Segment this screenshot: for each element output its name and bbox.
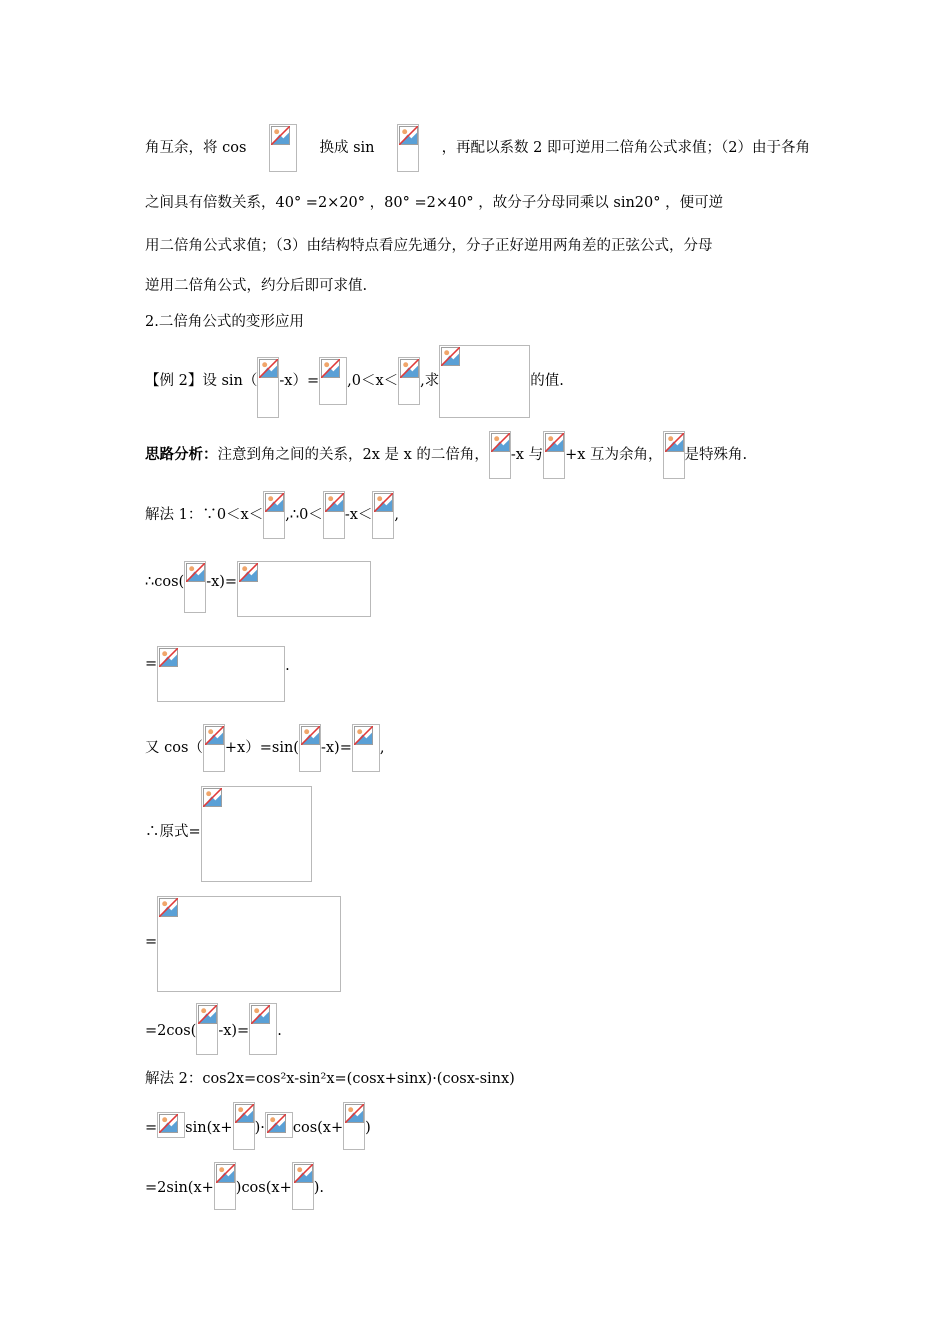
text-run: 解法 2：cos2x=cos²x-sin²x=(cosx+sinx)·(cosx-sinx) (145, 1071, 515, 1087)
text-run: = (145, 656, 158, 672)
example-line (145, 345, 810, 418)
text-run: 是特殊角. (684, 447, 748, 463)
broken-image-icon (198, 1005, 217, 1024)
formula-image (184, 561, 206, 613)
broken-image-icon (491, 433, 510, 452)
formula-image (249, 1003, 277, 1055)
section-title: 2.二倍角公式的变形应用 (145, 314, 304, 330)
broken-image-icon (665, 433, 684, 452)
text-run: . (277, 1023, 282, 1039)
text-run: 注意到角之间的关系，2x 是 x 的二倍角， (217, 447, 489, 463)
broken-image-icon (294, 1164, 313, 1183)
formula-image (292, 1162, 314, 1210)
broken-image-icon (216, 1164, 235, 1183)
formula-image (203, 724, 225, 772)
text-run: cos(x+ (292, 1120, 344, 1136)
broken-image-icon (345, 1104, 364, 1123)
text-run: =2sin(x+ (145, 1180, 214, 1196)
section-heading (145, 312, 810, 332)
text-run: 之间具有倍数关系，40° =2×20° ，80° =2×40° ，故分子分母同乘以 sin20° ，便可逆 (145, 195, 724, 211)
text-run: ,0＜x＜ (347, 373, 399, 389)
text-run: ∴原式= (145, 824, 201, 840)
formula-image (237, 561, 371, 617)
formula-image (489, 431, 511, 479)
broken-image-icon (159, 648, 178, 667)
text-run: 解法 1：∵0＜x＜ (145, 507, 264, 523)
text-run: ,∴0＜ (285, 507, 323, 523)
formula-image (663, 431, 685, 479)
text-run: ，再配以系数 2 即可逆用二倍角公式求值；（2）由于各角 (441, 140, 810, 156)
formula-image (299, 724, 321, 772)
broken-image-icon (159, 898, 178, 917)
formula-image (372, 491, 394, 539)
formula-image (398, 357, 420, 405)
broken-image-icon (239, 563, 258, 582)
equation-line-1 (145, 646, 810, 702)
broken-image-icon (354, 726, 373, 745)
broken-image-icon (159, 1114, 178, 1133)
broken-image-icon (205, 726, 224, 745)
paragraph-line-4 (145, 276, 810, 296)
text-run: -x＜ (344, 507, 373, 523)
formula-image (157, 1112, 185, 1138)
paragraph-line-2 (145, 193, 810, 213)
text-run: -x)= (218, 1023, 250, 1039)
paragraph-line-3 (145, 236, 810, 256)
formula-image (257, 357, 279, 418)
formula-image (233, 1102, 255, 1150)
analysis-label: 思路分析： (145, 446, 218, 463)
text-run: 换成 sin (319, 140, 375, 156)
broken-image-icon (321, 359, 340, 378)
paragraph-line-1 (145, 124, 810, 172)
original-line (145, 786, 810, 882)
broken-image-icon (203, 788, 222, 807)
formula-image (269, 124, 297, 172)
broken-image-icon (441, 347, 460, 366)
text-run: -x)= (320, 740, 352, 756)
cos-line (145, 561, 810, 617)
text-run: 又 cos（ (145, 740, 203, 756)
broken-image-icon (259, 359, 278, 378)
formula-image (263, 491, 285, 539)
formula-image (439, 345, 530, 418)
formula-image (397, 124, 419, 172)
equation-line-2 (145, 896, 810, 992)
text-run: . (285, 658, 290, 674)
also-line (145, 724, 810, 772)
formula-image (214, 1162, 236, 1210)
formula-image (157, 646, 285, 702)
text-run: 用二倍角公式求值；（3）由结构特点看应先通分，分子正好逆用两角差的正弦公式，分母 (145, 238, 713, 254)
text-run: )cos(x+ (235, 1180, 292, 1196)
broken-image-icon (545, 433, 564, 452)
formula-image (352, 724, 380, 772)
text-run: +x 互为余角， (565, 447, 663, 463)
broken-image-icon (325, 493, 344, 512)
text-run: -x）= (279, 373, 320, 389)
solution2-line-3 (145, 1162, 810, 1210)
text-run: 的值. (530, 373, 564, 389)
text-run: 【例 2】设 sin（ (145, 373, 258, 389)
broken-image-icon (301, 726, 320, 745)
text-run: = (145, 934, 158, 950)
broken-image-icon (400, 359, 419, 378)
broken-image-icon (251, 1005, 270, 1024)
broken-image-icon (399, 126, 418, 145)
solution1-line (145, 491, 810, 539)
formula-image (265, 1112, 293, 1138)
solution2-line (145, 1069, 810, 1089)
text-run: =2cos( (145, 1023, 197, 1039)
analysis-line (145, 431, 810, 479)
solution2-line-2 (145, 1102, 810, 1150)
broken-image-icon (186, 563, 205, 582)
text-run: , (394, 507, 399, 523)
text-run: ,求 (420, 373, 440, 389)
text-run: -x)= (206, 574, 238, 590)
formula-image (157, 896, 341, 992)
formula-image (196, 1003, 218, 1055)
text-run: )· (254, 1120, 265, 1136)
text-run: ) (365, 1120, 371, 1136)
text-run: -x 与 (510, 447, 544, 463)
broken-image-icon (271, 126, 290, 145)
text-run: sin(x+ (185, 1120, 233, 1136)
formula-image (343, 1102, 365, 1150)
text-run: ∴cos( (145, 574, 185, 590)
text-run: 逆用二倍角公式，约分后即可求值. (145, 278, 368, 294)
text-run: , (379, 740, 385, 756)
result-line (145, 1003, 810, 1055)
formula-image (323, 491, 345, 539)
text-run: +x）=sin( (224, 740, 299, 756)
formula-image (543, 431, 565, 479)
broken-image-icon (374, 493, 393, 512)
formula-image (201, 786, 312, 882)
broken-image-icon (267, 1114, 286, 1133)
formula-image (319, 357, 347, 405)
broken-image-icon (265, 493, 284, 512)
text-run: ). (313, 1180, 324, 1196)
text-run: = (145, 1120, 158, 1136)
broken-image-icon (235, 1104, 254, 1123)
text-run: 角互余，将 cos (145, 140, 247, 156)
